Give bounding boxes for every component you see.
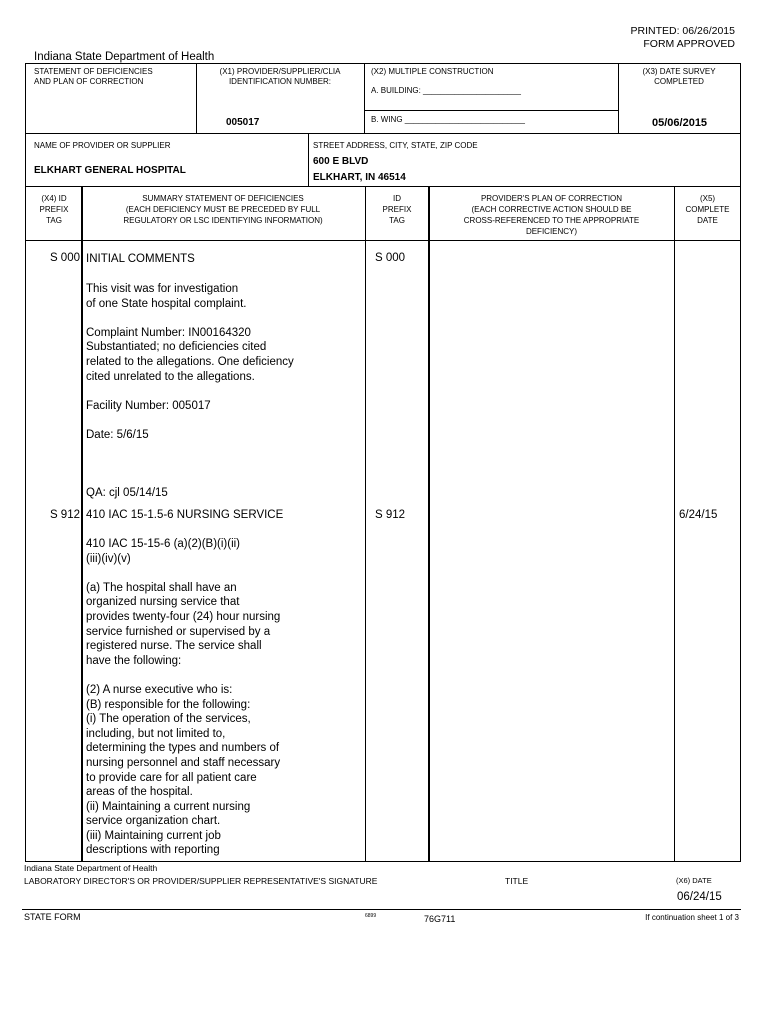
address-label: STREET ADDRESS, CITY, STATE, ZIP CODE bbox=[313, 141, 478, 150]
address-line1: 600 E BLVD bbox=[313, 156, 369, 167]
complete-date: 6/24/15 bbox=[679, 509, 718, 521]
footer-agency: Indiana State Department of Health bbox=[24, 863, 158, 873]
col-summary-header: SUMMARY STATEMENT OF DEFICIENCIES (EACH DEFICIENCY MUST BE PRECEDED BY FULL REGULATORY OR LSC IDENTIFYING INFORMATION) bbox=[123, 194, 323, 225]
entry-paragraph: This visit was for investigation of one State hospital complaint. bbox=[86, 283, 247, 310]
x4-tag: S 000 bbox=[49, 252, 80, 264]
title-label: TITLE bbox=[505, 876, 529, 886]
state-form-label: STATE FORM bbox=[24, 912, 81, 922]
id-prefix-tag: S 000 bbox=[375, 252, 406, 264]
provider-name: ELKHART GENERAL HOSPITAL bbox=[34, 165, 186, 176]
entry-paragraph: Complaint Number: IN00164320 Substantiated; no deficiencies cited related to the allegations. One deficiency cited unrelated to the allegations. bbox=[86, 326, 294, 383]
col-x5-header: (X5) COMPLETE DATE bbox=[685, 194, 730, 225]
signature-label: LABORATORY DIRECTOR'S OR PROVIDER/SUPPLIER REPRESENTATIVE'S SIGNATURE bbox=[24, 876, 378, 886]
entry-paragraph bbox=[86, 457, 361, 472]
id-prefix-tag: S 912 bbox=[375, 509, 406, 521]
col-plan-header: PROVIDER'S PLAN OF CORRECTION (EACH CORRECTIVE ACTION SHOULD BE CROSS-REFERENCED TO THE APPROPRIATE DEFICIENCY) bbox=[463, 194, 640, 236]
x4-tag: S 912 bbox=[49, 509, 80, 521]
survey-completed-date: 05/06/2015 bbox=[652, 117, 708, 129]
x3-label: (X3) DATE SURVEY COMPLETED bbox=[642, 67, 716, 86]
form-number: 6899 bbox=[365, 913, 377, 919]
entry-paragraph: 410 IAC 15-15-6 (a)(2)(B)(i)(ii) (iii)(iv)(v) bbox=[86, 538, 241, 565]
entry-text bbox=[86, 282, 361, 516]
col-id-header: ID PREFIX TAG bbox=[382, 194, 412, 225]
form-approved: FORM APPROVED bbox=[643, 38, 735, 50]
building-label: A. BUILDING: ______________________ bbox=[371, 86, 521, 95]
entry-title: INITIAL COMMENTS bbox=[86, 253, 195, 265]
entry-paragraph: Facility Number: 005017 bbox=[86, 399, 211, 412]
entry-paragraph: Date: 5/6/15 bbox=[86, 428, 149, 441]
col-x4-header: (X4) ID PREFIX TAG bbox=[39, 194, 69, 225]
entry-text bbox=[86, 537, 361, 858]
entry-paragraph: (a) The hospital shall have an organized nursing service that provides twenty-four (24) hour nursing service furnished or supervised by a registered nurse. The service shall have the following: bbox=[86, 581, 281, 667]
provider-id-value: 005017 bbox=[226, 117, 260, 128]
event-id: 76G711 bbox=[424, 914, 456, 924]
provider-name-label: NAME OF PROVIDER OR SUPPLIER bbox=[34, 141, 171, 150]
signature-date: 06/24/15 bbox=[677, 891, 722, 903]
wing-label: B. WING ___________________________ bbox=[371, 115, 525, 124]
printed-date: PRINTED: 06/26/2015 bbox=[630, 25, 735, 37]
entry-title: 410 IAC 15-1.5-6 NURSING SERVICE bbox=[86, 509, 284, 521]
x1-label: (X1) PROVIDER/SUPPLIER/CLIA IDENTIFICATION NUMBER: bbox=[219, 67, 341, 86]
entry-paragraph: (2) A nurse executive who is: (B) responsible for the following: (i) The operation of the services, including, but not limited to, determining the types and numbers of nursing personnel and staff necessary to provide care for all patient care areas of the hospital. (ii) Maintaining a current nursing service organization chart. (iii) Maintaining current job descriptions with reporting bbox=[86, 683, 281, 857]
agency-name: Indiana State Department of Health bbox=[34, 51, 215, 63]
entry-paragraph: QA: cjl 05/14/15 bbox=[86, 487, 168, 500]
statement-title: STATEMENT OF DEFICIENCIES AND PLAN OF CORRECTION bbox=[34, 67, 153, 86]
address-line2: ELKHART, IN 46514 bbox=[313, 172, 406, 183]
continuation-sheet: If continuation sheet 1 of 3 bbox=[645, 913, 739, 922]
x6-label: (X6) DATE bbox=[676, 876, 712, 885]
x2-label: (X2) MULTIPLE CONSTRUCTION bbox=[371, 67, 494, 76]
